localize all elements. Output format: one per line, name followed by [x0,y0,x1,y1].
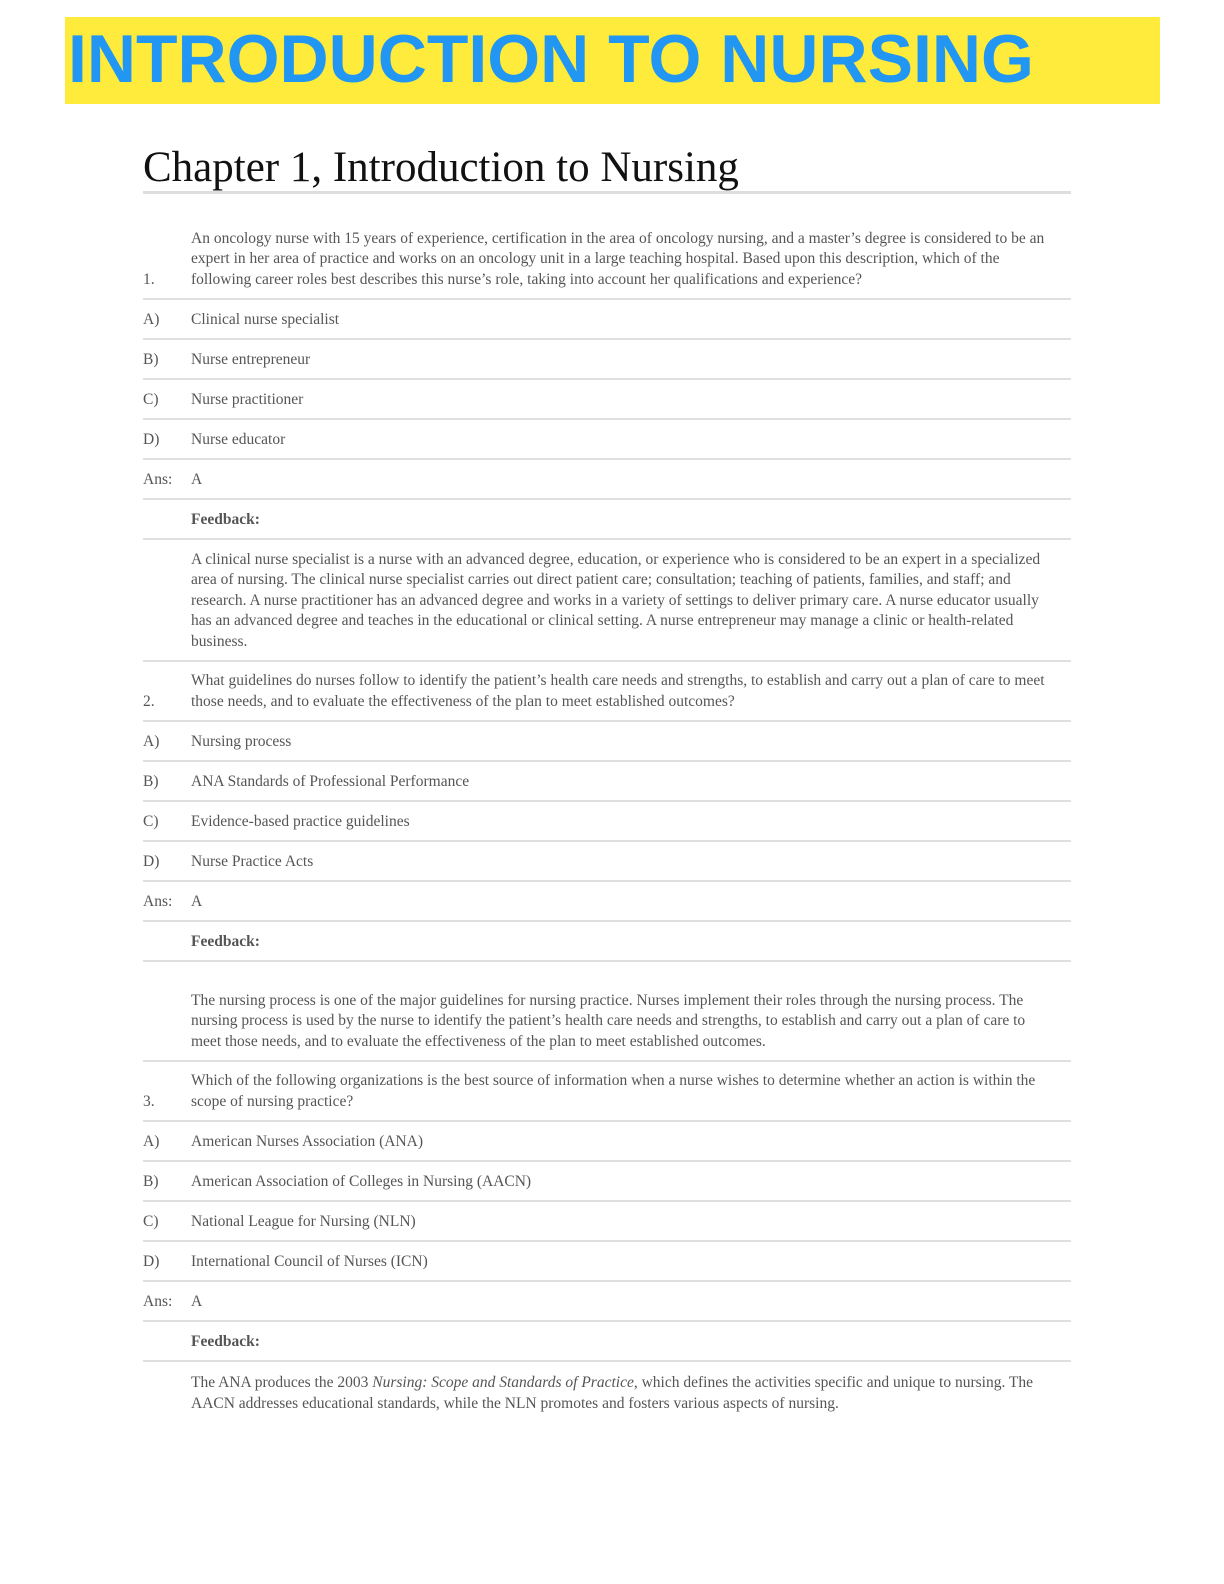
feedback-heading-row [143,1322,1071,1362]
answer-label: Ans: [143,892,173,910]
question-text: An oncology nurse with 15 years of experience, certification in the area of oncology nursing, and a master’s degree is considered to be an expert in her area of practice and works on an oncology unit in a large teaching hospital. Based upon this description, which of the following career roles best describes this nurse’s role, taking into account her qualifications and experience? [191,229,1045,288]
question-2 [143,662,1071,722]
option-label: D) [143,430,160,448]
feedback-text: The nursing process is one of the major guidelines for nursing practice. Nurses implement their roles through the nursing process. The nursing process is used by the nurse to identify the patient’s health care needs and strengths, to establish and carry out a plan of care to meet those needs, and to evaluate the effectiveness of the plan to meet established outcomes. [191,991,1026,1050]
answer-value: A [191,1292,203,1310]
question-3 [143,1062,1071,1122]
answer-value: A [191,892,203,910]
option-d [143,842,1071,882]
option-text: Nurse entrepreneur [191,350,311,368]
option-label: C) [143,1212,159,1230]
option-label: D) [143,852,160,870]
option-text: Evidence-based practice guidelines [191,812,410,830]
feedback-row [143,540,1071,662]
feedback-row [143,962,1071,1062]
question-number: 2. [143,692,155,710]
option-label: A) [143,732,160,750]
feedback-text-end: , which defines the activities specific and unique to nursing. The AACN addresses educational standards, while the NLN promotes and fosters various aspects of nursing. [191,1374,1034,1412]
option-a [143,1122,1071,1162]
title-banner [65,17,1160,104]
option-c [143,802,1071,842]
option-label: D) [143,1252,160,1270]
option-label: A) [143,310,160,328]
feedback-heading-row [143,922,1071,962]
question-text: What guidelines do nurses follow to identify the patient’s health care needs and strengths, to establish and carry out a plan of care to meet those needs, and to evaluate the effectiveness of the plan to meet established outcomes? [191,672,1045,710]
publication-title: Nursing: Scope and Standards of Practice [372,1374,634,1391]
option-b [143,340,1071,380]
title-divider [143,191,1071,194]
answer-label: Ans: [143,1292,173,1310]
feedback-heading: Feedback: [191,932,260,950]
feedback-row [143,1362,1071,1422]
option-a [143,722,1071,762]
question-list [143,205,1071,1422]
feedback-heading: Feedback: [191,1332,260,1350]
answer-row [143,882,1071,922]
feedback-text-start: The ANA produces the 2003 [191,1374,373,1391]
option-text: Nurse educator [191,430,286,448]
feedback-text: A clinical nurse specialist is a nurse with an advanced degree, education, or experience who is considered to be an expert in a specialized area of nursing. The clinical nurse specialist carries out direct patient care; consultation; teaching of patients, families, and staff; and research. A nurse practitioner has an advanced degree and works in a variety of settings to deliver primary care. A nurse educator usually has an advanced degree and teaches in the educational or clinical setting. A nurse entrepreneur may manage a clinic or health-related business. [191,550,1041,650]
answer-row [143,460,1071,500]
feedback-heading: Feedback: [191,510,260,528]
option-text: Nursing process [191,732,292,750]
option-text: National League for Nursing (NLN) [191,1212,416,1230]
feedback-text [191,1365,1071,1422]
banner-title: INTRODUCTION TO NURSING [68,21,1034,97]
answer-label: Ans: [143,470,173,488]
option-b [143,1162,1071,1202]
option-label: B) [143,350,159,368]
option-a [143,300,1071,340]
option-text: Nurse Practice Acts [191,852,314,870]
chapter-title: Chapter 1, Introduction to Nursing [143,144,739,191]
option-label: B) [143,772,159,790]
answer-value: A [191,470,203,488]
option-text: Nurse practitioner [191,390,304,408]
question-1 [143,205,1071,300]
question-number: 3. [143,1092,155,1110]
option-b [143,762,1071,802]
option-d [143,420,1071,460]
option-text: International Council of Nurses (ICN) [191,1252,428,1270]
question-text: Which of the following organizations is the best source of information when a nurse wishes to determine whether an action is within the scope of nursing practice? [191,1072,1036,1110]
option-label: C) [143,812,159,830]
option-d [143,1242,1071,1282]
answer-row [143,1282,1071,1322]
option-text: Clinical nurse specialist [191,310,340,328]
option-c [143,1202,1071,1242]
option-text: American Association of Colleges in Nursing (AACN) [191,1172,532,1190]
option-text: ANA Standards of Professional Performance [191,772,470,790]
option-label: C) [143,390,159,408]
feedback-heading-row [143,500,1071,540]
option-label: B) [143,1172,159,1190]
option-label: A) [143,1132,160,1150]
option-text: American Nurses Association (ANA) [191,1132,424,1150]
question-number: 1. [143,270,155,288]
option-c [143,380,1071,420]
